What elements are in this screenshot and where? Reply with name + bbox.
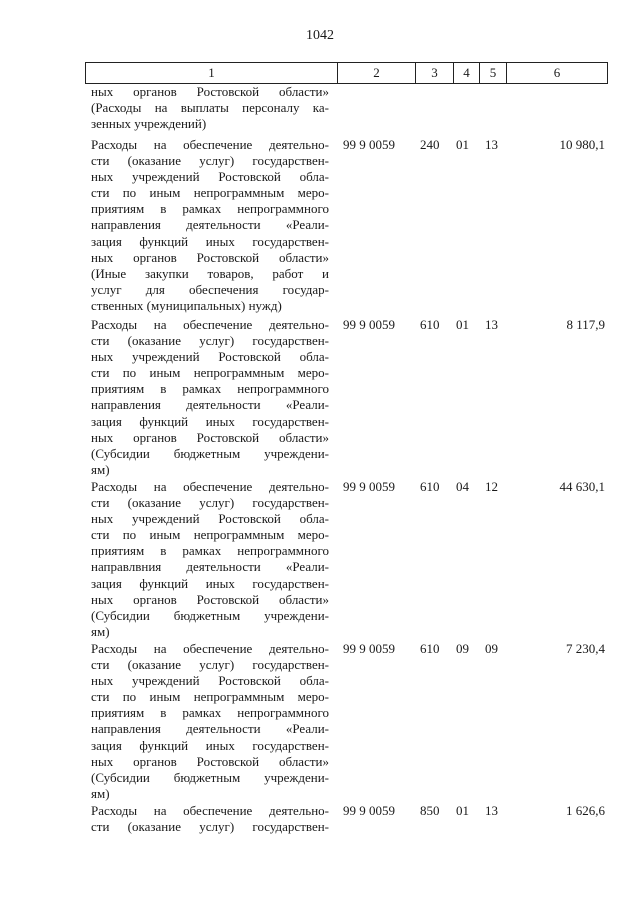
description-line: (Субсидии бюджетным учреждени-	[91, 769, 329, 785]
description-line: приятиям в рамках непрограммного	[91, 543, 329, 559]
description-line: ных органов Ростовской области»	[91, 753, 329, 769]
column-header-table	[85, 62, 608, 84]
description-line: ных органов Ростовской области»	[91, 591, 329, 607]
description-line: ных органов Ростовской области»	[91, 84, 329, 99]
section-code: 04	[456, 479, 469, 494]
subsection-code: 13	[485, 317, 498, 332]
column-header-4: 4	[454, 63, 480, 84]
description-line: зация функций иных государствен-	[91, 575, 329, 591]
column-header-6: 6	[507, 63, 608, 84]
description-line: Расходы на обеспечение деятельно-	[91, 641, 329, 656]
description-line: (Расходы на выплаты персоналу ка-	[91, 100, 329, 116]
row-description	[91, 84, 329, 132]
description-line: сти (оказание услуг) государствен-	[91, 333, 329, 349]
subsection-code: 13	[485, 803, 498, 818]
description-line: ных учреждений Ростовской обла-	[91, 511, 329, 527]
page-number: 1042	[306, 28, 334, 43]
description-line: сти по иным непрограммным меро-	[91, 185, 329, 201]
section-code: 01	[456, 803, 469, 818]
description-line: сти (оказание услуг) государствен-	[91, 495, 329, 511]
description-line: Расходы на обеспечение деятельно-	[91, 317, 329, 332]
column-header-3: 3	[416, 63, 454, 84]
description-line: ных учреждений Ростовской обла-	[91, 673, 329, 689]
description-line: сти (оказание услуг) государствен-	[91, 819, 329, 835]
description-line: ных органов Ростовской области»	[91, 249, 329, 265]
description-line: Расходы на обеспечение деятельно-	[91, 137, 329, 152]
column-header-2: 2	[338, 63, 416, 84]
expense-type-code: 610	[420, 479, 440, 494]
description-line: направления деятельности «Реали-	[91, 397, 329, 413]
row-description	[91, 317, 329, 478]
description-line: ям)	[91, 461, 110, 477]
expense-type-code: 610	[420, 317, 440, 332]
description-line: ственных (муниципальных) нужд)	[91, 297, 282, 313]
description-line: приятиям в рамках непрограммного	[91, 381, 329, 397]
subsection-code: 13	[485, 137, 498, 152]
target-item-code: 99 9 0059	[343, 317, 395, 332]
column-header-5: 5	[480, 63, 507, 84]
expense-type-code: 240	[420, 137, 440, 152]
description-line: зация функций иных государствен-	[91, 233, 329, 249]
description-line: сти по иным непрограммным меро-	[91, 689, 329, 705]
amount: 8 117,9	[566, 317, 605, 332]
description-line: направлвния деятельности «Реали-	[91, 559, 329, 575]
description-line: зация функций иных государствен-	[91, 413, 329, 429]
description-line: сти по иным непрограммным меро-	[91, 527, 329, 543]
description-line: сти (оказание услуг) государствен-	[91, 153, 329, 169]
subsection-code: 09	[485, 641, 498, 656]
description-line: (Иные закупки товаров, работ и	[91, 265, 329, 281]
description-line: ных учреждений Ростовской обла-	[91, 349, 329, 365]
amount: 44 630,1	[559, 479, 605, 494]
description-line: приятиям в рамках непрограммного	[91, 201, 329, 217]
row-description	[91, 803, 329, 835]
section-code: 01	[456, 317, 469, 332]
column-header-1: 1	[86, 63, 338, 84]
column-header-row	[86, 63, 608, 84]
amount: 10 980,1	[559, 137, 605, 152]
target-item-code: 99 9 0059	[343, 137, 395, 152]
description-line: (Субсидии бюджетным учреждени-	[91, 445, 329, 461]
description-line: направления деятельности «Реали-	[91, 721, 329, 737]
target-item-code: 99 9 0059	[343, 803, 395, 818]
target-item-code: 99 9 0059	[343, 641, 395, 656]
description-line: ям)	[91, 785, 110, 801]
description-line: ных учреждений Ростовской обла-	[91, 169, 329, 185]
description-line: ям)	[91, 623, 110, 639]
description-line: Расходы на обеспечение деятельно-	[91, 803, 329, 818]
description-line: сти (оказание услуг) государствен-	[91, 657, 329, 673]
section-code: 09	[456, 641, 469, 656]
expense-type-code: 610	[420, 641, 440, 656]
description-line: зация функций иных государствен-	[91, 737, 329, 753]
expense-type-code: 850	[420, 803, 440, 818]
amount: 7 230,4	[566, 641, 605, 656]
description-line: услуг для обеспечения государ-	[91, 281, 329, 297]
row-description	[91, 479, 329, 640]
row-description	[91, 641, 329, 802]
description-line: зенных учреждений)	[91, 116, 207, 132]
section-code: 01	[456, 137, 469, 152]
description-line: направления деятельности «Реали-	[91, 217, 329, 233]
description-line: приятиям в рамках непрограммного	[91, 705, 329, 721]
description-line: ных органов Ростовской области»	[91, 429, 329, 445]
subsection-code: 12	[485, 479, 498, 494]
target-item-code: 99 9 0059	[343, 479, 395, 494]
description-line: Расходы на обеспечение деятельно-	[91, 479, 329, 494]
amount: 1 626,6	[566, 803, 605, 818]
description-line: сти по иным непрограммным меро-	[91, 365, 329, 381]
description-line: (Субсидии бюджетным учреждени-	[91, 607, 329, 623]
row-description	[91, 137, 329, 314]
